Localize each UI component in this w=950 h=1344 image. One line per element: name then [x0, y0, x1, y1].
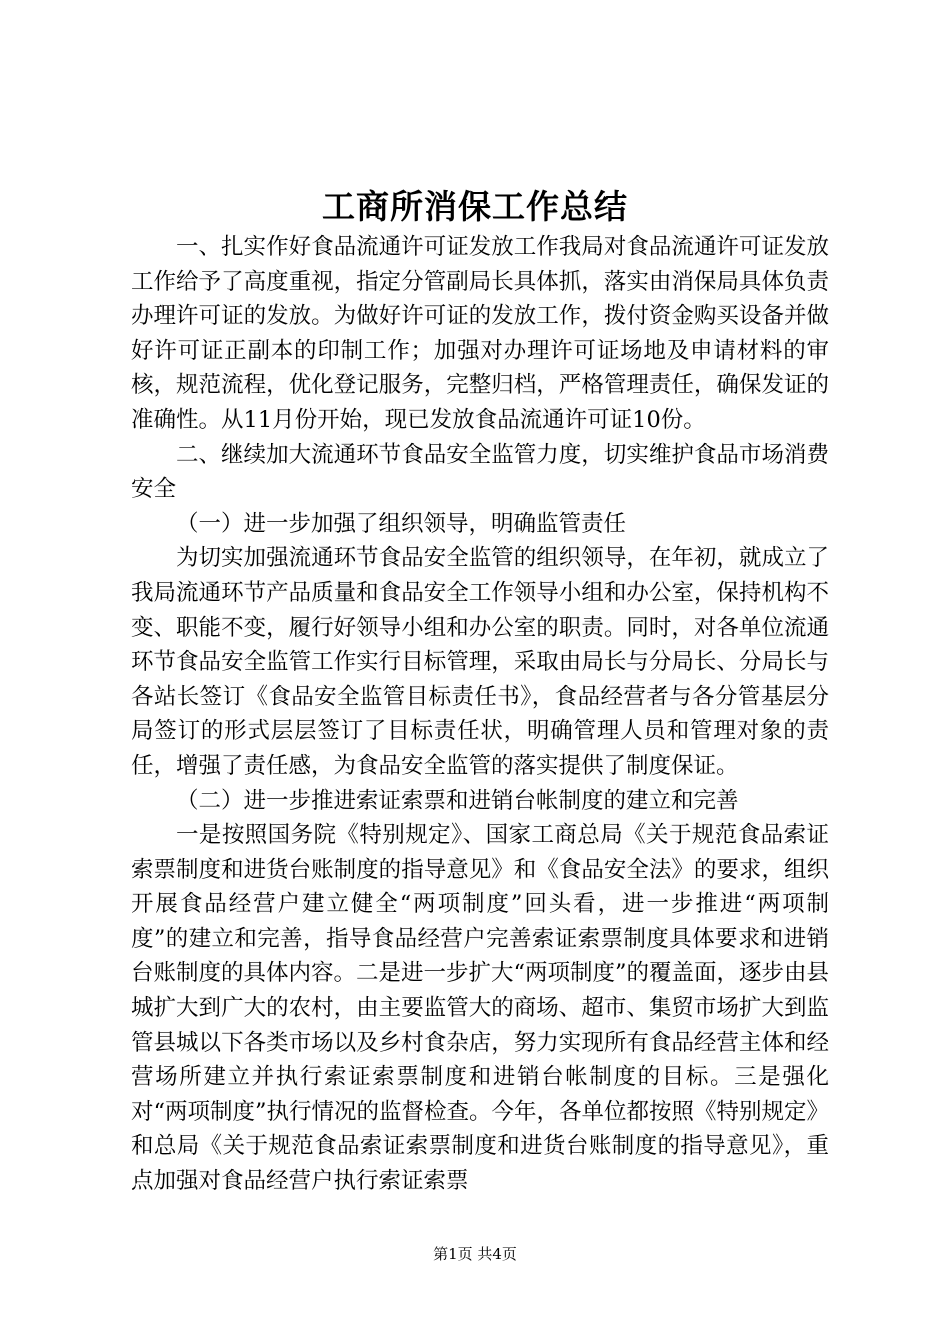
- document-body: [131, 230, 829, 1199]
- paragraph-two-systems: 一是按照国务院《特别规定》、国家工商总局《关于规范食品索证索票制度和进货台账制度的指导意见》和《食品安全法》的要求，组织开展食品经营户建立健全“两项制度”回头看，进一步推进“两项制度”的建立和完善，指导食品经营户完善索证索票制度具体要求和进销台账制度的具体内容。二是进一步扩大“两项制度”的覆盖面，逐步由县城扩大到广大的农村，由主要监管大的商场、超市、集贸市场扩大到监管县城以下各类市场以及乡村食杂店，努力实现所有食品经营主体和经营场所建立并执行索证索票制度和进销台帐制度的目标。三是强化对“两项制度”执行情况的监督检查。今年，各单位都按照《特别规定》和总局《关于规范食品索证索票制度和进货台账制度的指导意见》，重点加强对食品经营户执行索证索票: [131, 822, 830, 1195]
- paragraph-permit-issuance: 一、扎实作好食品流通许可证发放工作我局对食品流通许可证发放工作给予了高度重视，指定分管副局长具体抓，落实由消保局具体负责办理许可证的发放。为做好许可证的发放工作，拨付资金购买设备并做好许可证正副本的印制工作；加强对办理许可证场地及申请材料的审核，规范流程，优化登记服务，完整归档，严格管理责任，确保发证的准确性。从11月份开始，现已发放食品流通许可证10份。: [131, 234, 829, 433]
- document-title: 工商所消保工作总结: [322, 187, 628, 226]
- paragraph-subsection-two-heading: （二）进一步推进索证索票和进销台帐制度的建立和完善: [176, 787, 739, 814]
- paragraph-subsection-one-heading: （一）进一步加强了组织领导，明确监管责任: [176, 510, 627, 537]
- paragraph-section-two-heading: 二、继续加大流通环节食品安全监管力度，切实维护食品市场消费安全: [131, 441, 829, 503]
- page-footer: 第1页 共4页: [433, 1245, 517, 1263]
- paragraph-organization-leadership: 为切实加强流通环节食品安全监管的组织领导，在年初，就成立了我局流通环节产品质量和食品安全工作领导小组和办公室，保持机构不变、职能不变，履行好领导小组和办公室的职责。同时，对各单位流通环节食品安全监管工作实行目标管理，采取由局长与分局长、分局长与各站长签订《食品安全监管目标责任书》，食品经营者与各分管基层分局签订的形式层层签订了目标责任状，明确管理人员和管理对象的责任，增强了责任感，为食品安全监管的落实提供了制度保证。: [131, 545, 829, 779]
